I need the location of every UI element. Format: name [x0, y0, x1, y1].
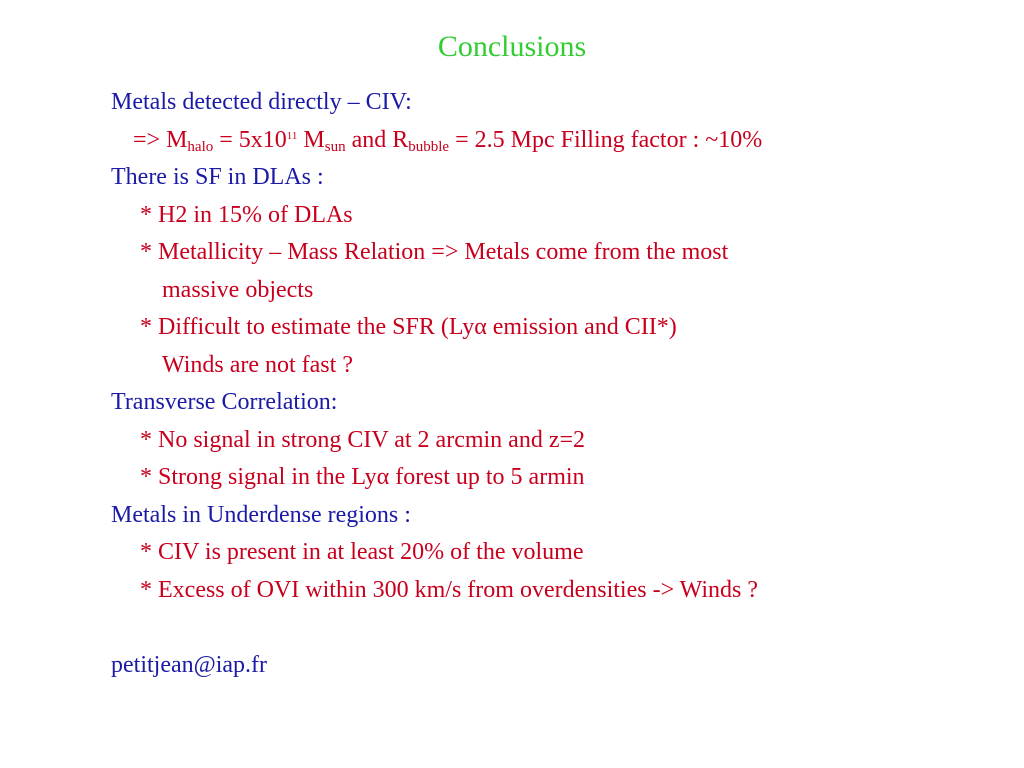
formula-and-r: and R	[345, 126, 409, 153]
bullet-ovi-excess: * Excess of OVI within 300 km/s from overdensities -> Winds ?	[140, 576, 759, 603]
bubble-subscript: bubble	[408, 138, 450, 155]
bullet-h2-dlas: * H2 in 15% of DLAs	[140, 201, 353, 228]
contact-email[interactable]: petitjean@iap.fr	[111, 651, 268, 678]
bullet-strong-signal-lya: * Strong signal in the Lyα forest up to 5 armin	[140, 464, 585, 490]
formula-mass-value: = 5x10	[213, 126, 287, 153]
halo-mass-formula	[111, 122, 762, 160]
formula-m-sun: M	[297, 126, 325, 153]
section-heading-transverse: Transverse Correlation:	[111, 389, 338, 415]
bullet-sfr-estimate: * Difficult to estimate the SFR (Lyα emission and CII*)	[140, 314, 677, 340]
bullet-winds-note: Winds are not fast ?	[162, 351, 353, 378]
exponent-superscript: 11	[286, 129, 298, 142]
formula-arrow: => M	[133, 126, 188, 153]
bullet-metallicity-continuation: massive objects	[162, 276, 314, 303]
section-heading-underdense: Metals in Underdense regions :	[111, 501, 411, 528]
slide-body	[111, 84, 762, 684]
section-heading-sf-dlas: There is SF in DLAs :	[111, 164, 324, 190]
sun-subscript: sun	[324, 138, 346, 155]
slide-title: Conclusions	[437, 30, 587, 63]
section-heading-metals-civ: Metals detected directly – CIV:	[111, 89, 412, 115]
formula-rest: = 2.5 Mpc Filling factor : ~10%	[449, 126, 763, 153]
bullet-metallicity-mass: * Metallicity – Mass Relation => Metals come from the most	[140, 239, 729, 265]
bullet-civ-volume: * CIV is present in at least 20% of the volume	[140, 539, 584, 565]
bullet-no-signal-civ: * No signal in strong CIV at 2 arcmin and z=2	[140, 426, 586, 453]
halo-subscript: halo	[187, 138, 214, 155]
spacer	[111, 609, 762, 647]
